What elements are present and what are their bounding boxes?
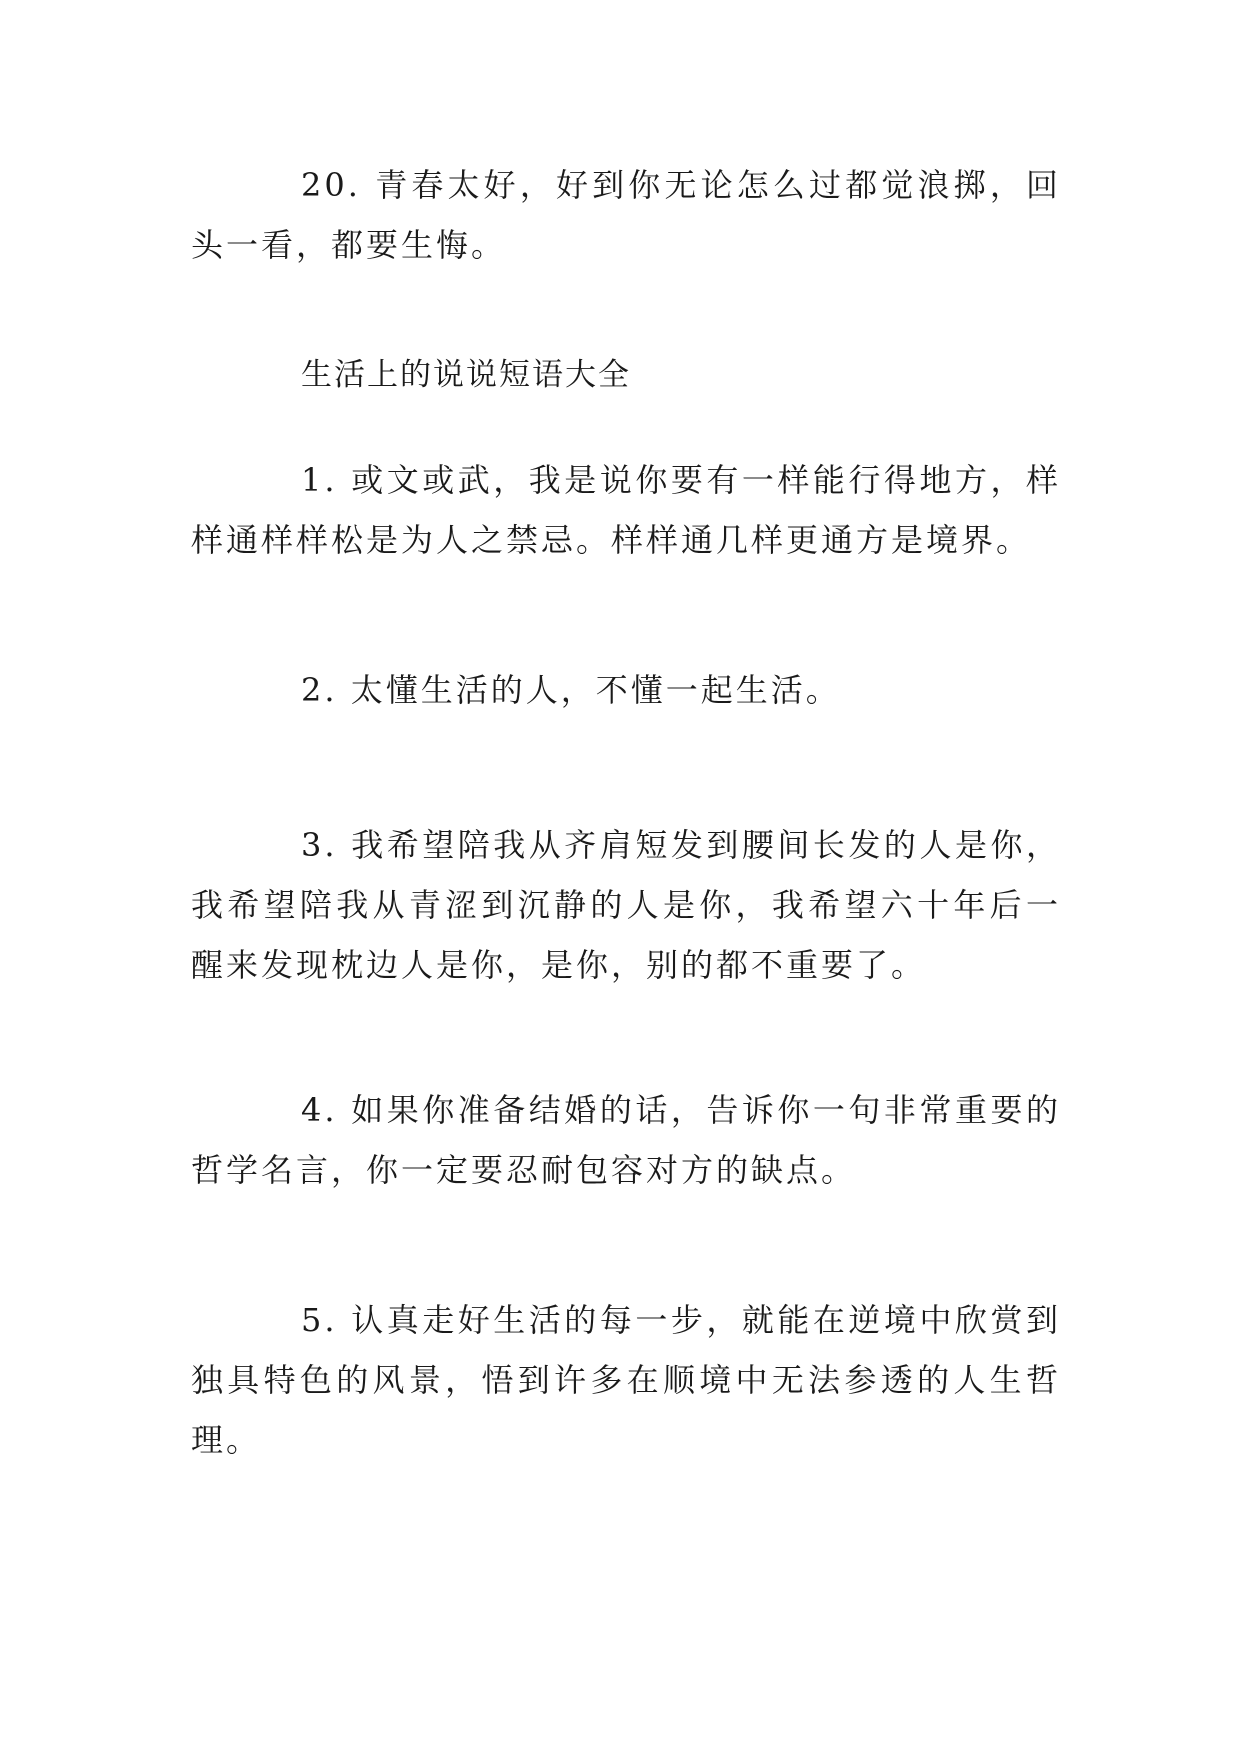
paragraph-quote-1: 1. 或文或武，我是说你要有一样能行得地方，样样通样样松是为人之禁忌。样样通几样更通方是境界。: [191, 461, 1061, 559]
paragraph-quote-3: 3. 我希望陪我从齐肩短发到腰间长发的人是你，我希望陪我从青涩到沉静的人是你，我希望六十年后一醒来发现枕边人是你，是你，别的都不重要了。: [191, 826, 1061, 984]
paragraph-quote-2: 2. 太懂生活的人，不懂一起生活。: [301, 671, 841, 709]
paragraph-quote-4: 4. 如果你准备结婚的话，告诉你一句非常重要的哲学名言，你一定要忍耐包容对方的缺点。: [191, 1091, 1061, 1189]
paragraph-quote-5: 5. 认真走好生活的每一步，就能在逆境中欣赏到独具特色的风景，悟到许多在顺境中无法参透的人生哲理。: [191, 1301, 1061, 1459]
section-heading: 生活上的说说短语大全: [301, 357, 631, 393]
paragraph-quote-20: 20. 青春太好，好到你无论怎么过都觉浪掷，回头一看，都要生悔。: [191, 166, 1061, 264]
